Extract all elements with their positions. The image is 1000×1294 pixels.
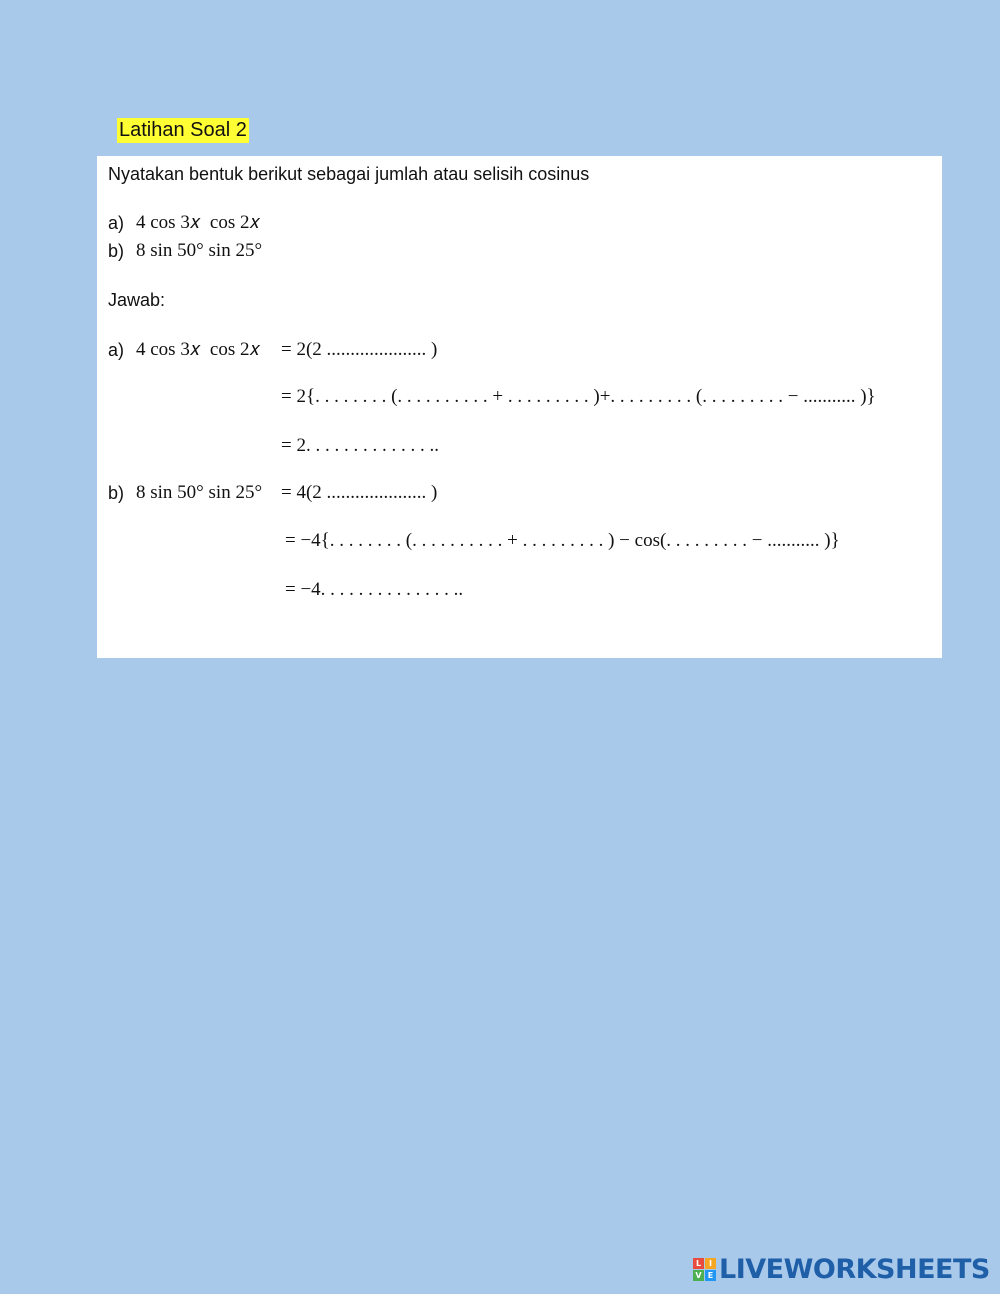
answer-a-lhs: 4 cos 3𝑥 cos 2𝑥 [136, 339, 261, 360]
answer-a-step3: = 2. . . . . . . . . . . . . .. [281, 435, 439, 456]
answer-heading: Jawab: [108, 290, 166, 310]
question-b-label: b) [108, 241, 125, 261]
answer-b-lhs: 8 sin 50° sin 25° [136, 482, 263, 503]
live-logo-icon: L I V E [693, 1258, 716, 1281]
exercise-card [97, 156, 942, 658]
answer-a-step2: = 2{. . . . . . . . (. . . . . . . . . . + . . . . . . . . . )+. . . . . . . . . (. . . . . . . . . − ........... )} [281, 386, 876, 407]
answer-a-step1: = 2(2 ..................... ) [281, 339, 438, 360]
instruction-text: Nyatakan bentuk berikut sebagai jumlah atau selisih cosinus [108, 164, 590, 184]
question-a-expression: 4 cos 3𝑥 cos 2𝑥 [136, 212, 261, 233]
liveworksheets-logo [693, 1254, 990, 1285]
answer-a-label: a) [108, 340, 125, 360]
answer-b-label: b) [108, 483, 125, 503]
worksheet-title: Latihan Soal 2 [119, 119, 247, 141]
question-a-label: a) [108, 213, 125, 233]
answer-b-step3: = −4. . . . . . . . . . . . . . .. [285, 579, 464, 600]
logo-text: LIVEWORKSHEETS [719, 1254, 990, 1285]
question-b-expression: 8 sin 50° sin 25° [136, 240, 263, 261]
answer-b-step1: = 4(2 ..................... ) [281, 482, 438, 503]
answer-b-step2: = −4{. . . . . . . . (. . . . . . . . . . + . . . . . . . . . ) − cos(. . . . . . . . . − ........... )} [285, 530, 840, 551]
